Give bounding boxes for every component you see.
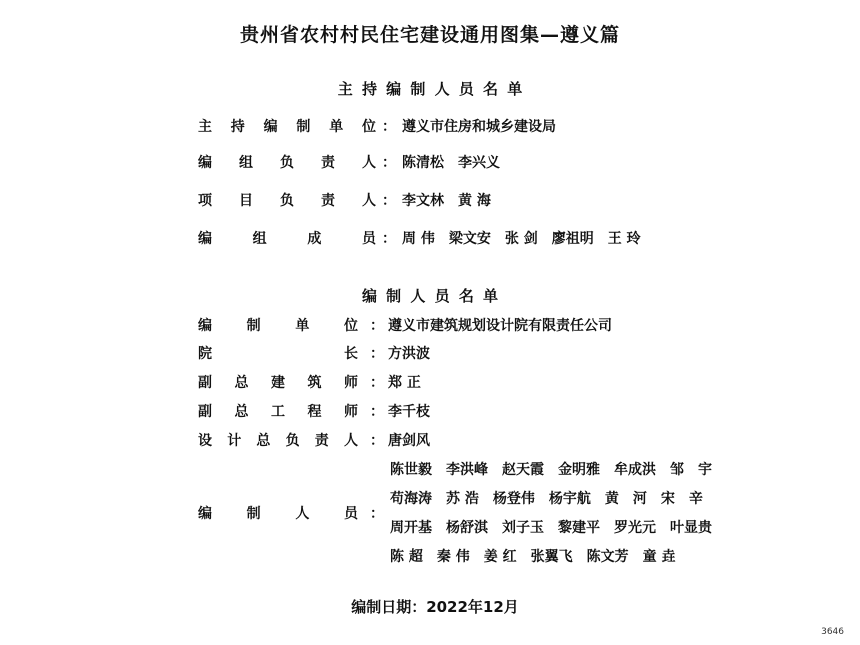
- label-char: 负: [285, 433, 300, 449]
- label-char: 设: [198, 433, 212, 449]
- label-char: 编: [198, 231, 212, 247]
- label-char: 主: [198, 119, 212, 135]
- staff-row-value: 郑 正: [388, 375, 421, 391]
- host-row-value: 周 伟 梁文安 张 剑 廖祖明 王 玲: [402, 231, 641, 247]
- host-row-value: 李文林 黄 海: [402, 193, 491, 209]
- staff-row-colon: ：: [370, 404, 384, 420]
- host-row-label: [198, 190, 376, 212]
- label-char: 单: [295, 318, 310, 334]
- label-char: 副: [198, 404, 212, 420]
- label-char: 项: [198, 193, 212, 209]
- members-line: 苟海涛 苏 浩 杨登伟 杨宇航 黄 河 宋 辛: [390, 491, 703, 507]
- label-char: 总: [234, 375, 249, 391]
- staff-row-value: 唐剑风: [388, 433, 430, 449]
- label-char: 目: [239, 193, 253, 209]
- label-char: 组: [239, 155, 253, 171]
- label-char: 计: [227, 433, 242, 449]
- label-char: 制: [246, 506, 261, 522]
- label-char: 位: [343, 318, 358, 334]
- host-row-value: 遵义市住房和城乡建设局: [402, 119, 556, 135]
- label-char: 编: [263, 119, 278, 135]
- label-char: 持: [230, 119, 245, 135]
- label-char: 编: [198, 318, 212, 334]
- label-char: 长: [344, 346, 358, 362]
- staff-row-value: 方洪波: [388, 346, 430, 362]
- label-char: 总: [234, 404, 249, 420]
- host-row-colon: ：: [382, 231, 396, 247]
- host-row-colon: ：: [382, 119, 396, 135]
- staff-row-colon: ：: [370, 433, 384, 449]
- label-char: 编: [198, 155, 212, 171]
- label-char: 组: [252, 231, 267, 247]
- members-line: 陈世毅 李洪峰 赵天霞 金明雅 牟成洪 邹 宇: [390, 462, 712, 478]
- label-char: 副: [198, 375, 212, 391]
- label-char: 人: [362, 193, 376, 209]
- members-colon: ：: [370, 506, 384, 522]
- compile-date: 编制日期：2022年12月: [351, 598, 519, 616]
- staff-row-colon: ：: [370, 375, 384, 391]
- label-char: 责: [321, 193, 335, 209]
- label-char: 师: [344, 375, 358, 391]
- staff-row-colon: ：: [370, 318, 384, 334]
- members-label: [198, 503, 358, 525]
- staff-row-label: [198, 430, 358, 452]
- members-line: 陈 超 秦 伟 姜 红 张翼飞 陈文芳 童 垚: [390, 549, 676, 565]
- label-char: 院: [198, 346, 212, 362]
- label-char: 责: [314, 433, 329, 449]
- section-heading-staff: 编 制 人 员 名 单: [361, 287, 499, 305]
- page-number: 3646: [821, 627, 844, 637]
- label-char: 制: [246, 318, 261, 334]
- document-title: 贵州省农村村民住宅建设通用图集—遵义篇: [239, 24, 620, 46]
- staff-row-value: 遵义市建筑规划设计院有限责任公司: [388, 318, 612, 334]
- staff-row-value: 李千枝: [388, 404, 430, 420]
- label-char: 人: [362, 155, 376, 171]
- staff-row-label: [198, 315, 358, 337]
- staff-row-colon: ：: [370, 346, 384, 362]
- host-row-colon: ：: [382, 193, 396, 209]
- label-char: 负: [280, 155, 294, 171]
- label-char: 人: [295, 506, 310, 522]
- host-row-label: [198, 228, 376, 250]
- host-row-value: 陈清松 李兴义: [402, 155, 500, 171]
- label-char: 位: [361, 119, 376, 135]
- host-row-colon: ：: [382, 155, 396, 171]
- host-row-label: [198, 116, 376, 138]
- label-char: 单: [329, 119, 344, 135]
- host-row-label: [198, 152, 376, 174]
- members-line: 周开基 杨舒淇 刘子玉 黎建平 罗光元 叶显贵: [390, 520, 712, 536]
- label-char: 责: [321, 155, 335, 171]
- label-char: 负: [280, 193, 294, 209]
- staff-row-label: [198, 343, 358, 365]
- staff-row-label: [198, 401, 358, 423]
- label-char: 编: [198, 506, 212, 522]
- label-char: 师: [344, 404, 358, 420]
- staff-row-label: [198, 372, 358, 394]
- section-heading-host: 主 持 编 制 人 员 名 单: [337, 80, 523, 98]
- label-char: 程: [307, 404, 322, 420]
- label-char: 建: [271, 375, 285, 391]
- label-char: 制: [296, 119, 311, 135]
- label-char: 人: [343, 433, 358, 449]
- label-char: 员: [361, 231, 376, 247]
- label-char: 筑: [307, 375, 322, 391]
- label-char: 工: [271, 404, 285, 420]
- label-char: 总: [256, 433, 271, 449]
- label-char: 成: [307, 231, 322, 247]
- label-char: 员: [343, 506, 358, 522]
